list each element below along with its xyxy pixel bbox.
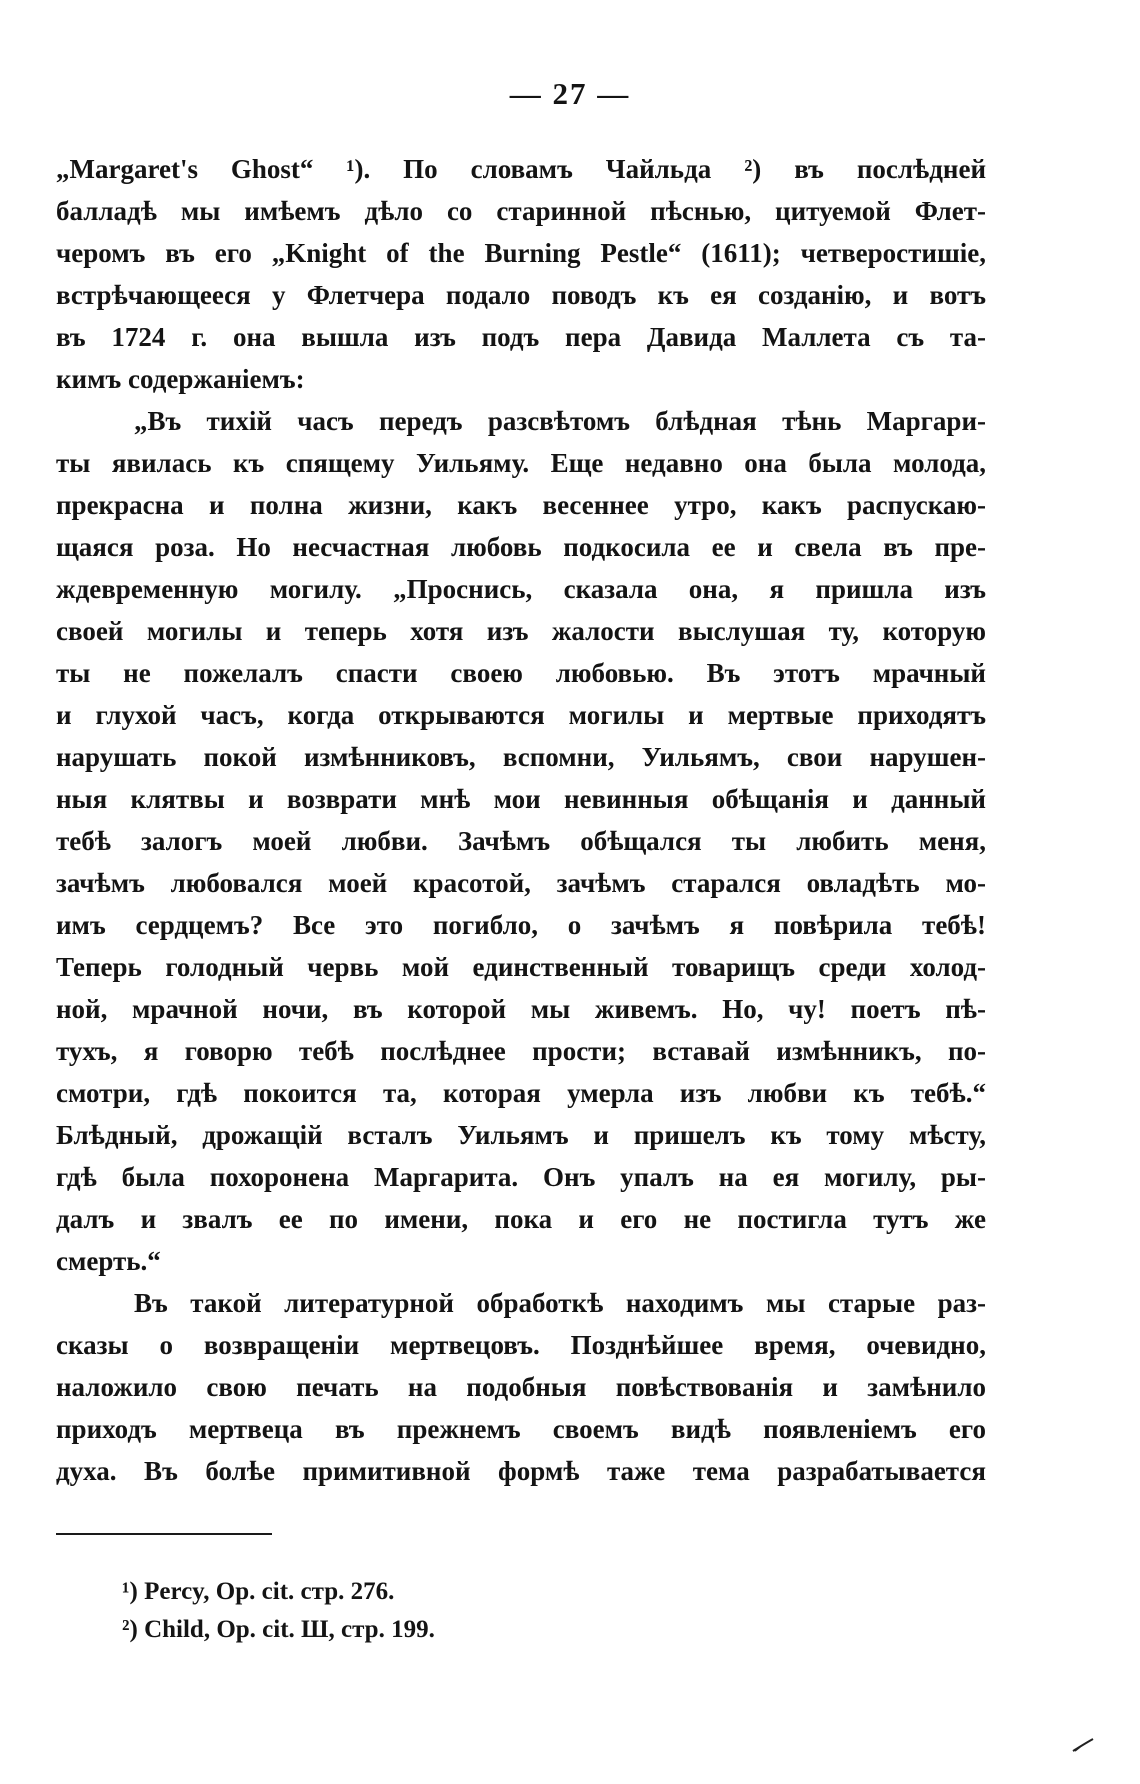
text-line: балладѣ мы имѣемъ дѣло со старинной пѣснью, цитуемой Флет- [56, 196, 986, 226]
text-line: тухъ, я говорю тебѣ послѣднее прости; вставай измѣнникъ, по- [56, 1036, 986, 1066]
text-line: встрѣчающееся у Флетчера подало поводъ къ ея созданію, и вотъ [56, 280, 986, 310]
ink-mark [1072, 1738, 1094, 1752]
footnotes [122, 1573, 822, 1649]
text-line: имъ сердцемъ? Все это погибло, о зачѣмъ я повѣрила тебѣ! [56, 910, 986, 940]
text-line: черомъ въ его „Knight of the Burning Pestle“ (1611); четверостишіе, [56, 238, 986, 268]
text-line: Теперь голодный червь мой единственный товарищъ среди холод- [56, 952, 986, 982]
text-line: щаяся роза. Но несчастная любовь подкосила ее и свела въ пре- [56, 532, 986, 562]
text-line: ной, мрачной ночи, въ которой мы живемъ. Но, чу! поетъ пѣ- [56, 994, 986, 1024]
text-line: въ 1724 г. она вышла изъ подъ пера Давида Маллета съ та- [56, 322, 986, 352]
text-line: тебѣ залогъ моей любви. Зачѣмъ обѣщался ты любить меня, [56, 826, 986, 856]
text-line: гдѣ была похоронена Маргарита. Онъ упалъ на ея могилу, ры- [56, 1162, 986, 1192]
text-line: „Margaret's Ghost“ ¹). По словамъ Чайльда ²) въ послѣдней [56, 154, 986, 184]
text-line: и глухой часъ, когда открываются могилы и мертвые приходятъ [56, 700, 986, 730]
text-line: нарушать покой измѣнниковъ, вспомни, Уильямъ, свои нарушен- [56, 742, 986, 772]
text-line: Блѣдный, дрожащій всталъ Уильямъ и пришелъ къ тому мѣсту, [56, 1120, 986, 1150]
text-line: приходъ мертвеца въ прежнемъ своемъ видѣ появленіемъ его [56, 1414, 986, 1444]
footnote: ²) Child, Op. cit. Ш, стр. 199. [122, 1616, 435, 1643]
text-line: духа. Въ болѣе примитивной формѣ таже тема разрабатывается [56, 1456, 986, 1486]
text-line: ждевременную могилу. „Проснись, сказала она, я пришла изъ [56, 574, 986, 604]
text-line: смерть.“ [56, 1246, 161, 1276]
text-line: ты не пожелалъ спасти своею любовью. Въ этотъ мрачный [56, 658, 986, 688]
text-line: прекрасна и полна жизни, какъ весеннее утро, какъ распускаю- [56, 490, 986, 520]
text-line: „Въ тихій часъ передъ разсвѣтомъ блѣдная тѣнь Маргари- [134, 406, 986, 436]
text-line: сказы о возвращеніи мертвецовъ. Позднѣйшее время, очевидно, [56, 1330, 986, 1360]
text-line: кимъ содержаніемъ: [56, 364, 305, 394]
text-line: зачѣмъ любовался моей красотой, зачѣмъ старался овладѣть мо- [56, 868, 986, 898]
text-line: ныя клятвы и возврати мнѣ мои невинныя обѣщанія и данный [56, 784, 986, 814]
text-line: своей могилы и теперь хотя изъ жалости выслушая ту, которую [56, 616, 986, 646]
footnote-divider [56, 1533, 272, 1535]
text-line: Въ такой литературной обработкѣ находимъ мы старые раз- [134, 1288, 986, 1318]
text-line: далъ и звалъ ее по имени, пока и его не постигла тутъ же [56, 1204, 986, 1234]
text-line: ты явилась къ спящему Уильяму. Еще недавно она была молода, [56, 448, 986, 478]
page-number: — 27 — [509, 76, 631, 111]
body-text [56, 148, 986, 1492]
text-line: смотри, гдѣ покоится та, которая умерла изъ любви къ тебѣ.“ [56, 1078, 986, 1108]
text-line: наложило свою печать на подобныя повѣствованія и замѣнило [56, 1372, 986, 1402]
footnote: ¹) Percy, Op. cit. стр. 276. [122, 1578, 395, 1605]
